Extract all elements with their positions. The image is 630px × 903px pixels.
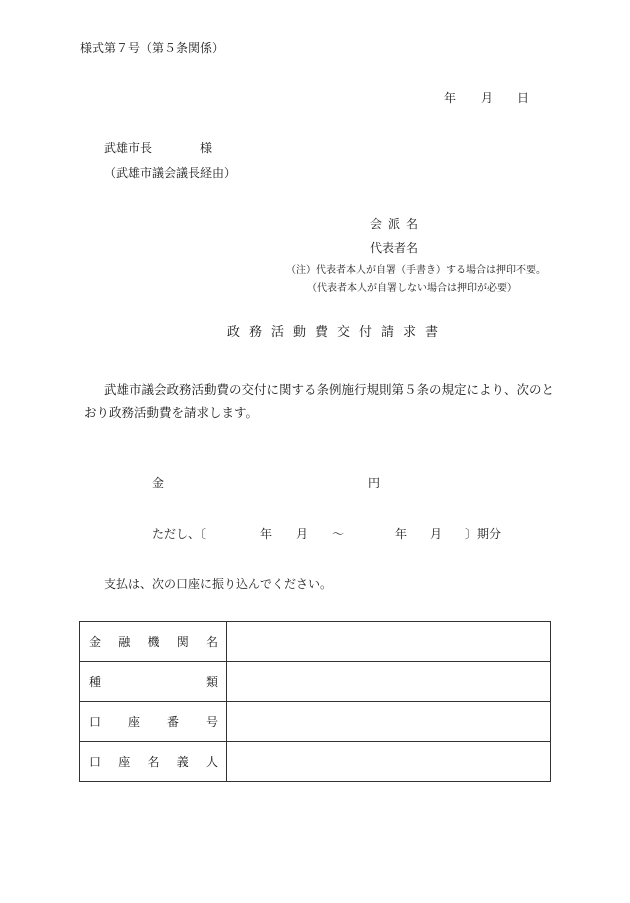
table-row xyxy=(80,662,551,702)
table-row xyxy=(80,702,551,742)
seal-note-2: （代表者本人が自署しない場合は押印が必要） xyxy=(307,283,517,294)
bank-account-table xyxy=(79,621,551,782)
account-number-label: 口 座 番 号 xyxy=(80,702,227,742)
amount-label: 金 xyxy=(152,476,165,490)
account-type-field[interactable] xyxy=(227,662,551,702)
period-month-1: 月 xyxy=(296,527,309,541)
date-year-label: 年 xyxy=(444,91,457,105)
period-year-1: 年 xyxy=(260,527,273,541)
period-prefix: ただし、〔 xyxy=(152,527,207,541)
bank-name-field[interactable] xyxy=(227,622,551,662)
period-month-2: 月 xyxy=(430,527,443,541)
account-number-field[interactable] xyxy=(227,702,551,742)
period-tilde: ～ xyxy=(332,527,345,541)
document-title: 政務活動費交付請求書 xyxy=(227,325,448,340)
table-row xyxy=(80,742,551,782)
bank-name-label: 金 融 機 関 名 xyxy=(80,622,227,662)
request-body: 武雄市議会政務活動費の交付に関する条例施行規則第５条の規定により、次のとおり政務活動費を請求します。 xyxy=(84,382,555,420)
date-month-label: 月 xyxy=(481,91,494,105)
table-row xyxy=(80,622,551,662)
representative-label: 代表者名 xyxy=(370,241,419,255)
payment-instruction: 支払は、次の口座に振り込んでください。 xyxy=(104,577,333,591)
addressee-name: 武雄市長 xyxy=(104,141,153,155)
addressee-via: （武雄市議会議長経由） xyxy=(104,166,237,180)
account-holder-label: 口 座 名 義 人 xyxy=(80,742,227,782)
amount-unit: 円 xyxy=(368,476,381,490)
seal-note-1: （注）代表者本人が自署（手書き）する場合は押印不要。 xyxy=(286,265,546,276)
addressee-honorific: 様 xyxy=(200,141,213,155)
period-year-2: 年 xyxy=(395,527,408,541)
form-number: 様式第７号（第５条関係） xyxy=(80,41,225,55)
date-day-label: 日 xyxy=(517,91,530,105)
party-name-label: 会派名 xyxy=(370,217,425,231)
account-holder-field[interactable] xyxy=(227,742,551,782)
period-suffix: 〕期分 xyxy=(465,527,502,541)
account-type-label: 種 類 xyxy=(80,662,227,702)
